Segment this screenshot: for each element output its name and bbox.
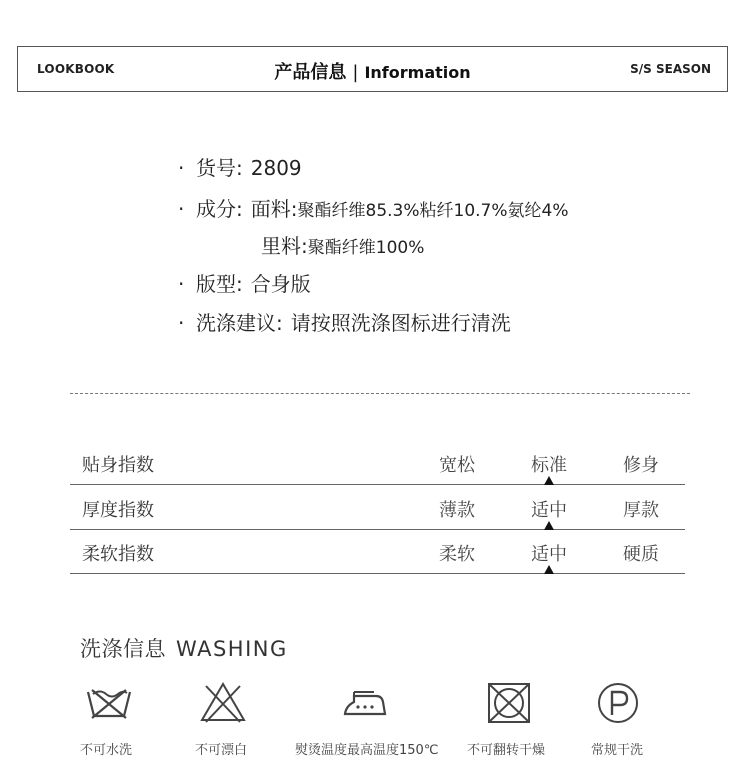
index-row-fit bbox=[70, 440, 685, 485]
wash-label-no-water: 不可水洗 bbox=[80, 743, 133, 758]
dashed-divider bbox=[70, 393, 690, 394]
wash-value: 请按照洗涤图标进行清洗 bbox=[290, 311, 511, 335]
spec-lining bbox=[261, 230, 424, 259]
index-option: 柔软 bbox=[439, 544, 475, 565]
index-option: 适中 bbox=[531, 500, 567, 521]
bullet: · bbox=[178, 272, 185, 296]
index-option: 适中 bbox=[531, 544, 567, 565]
bullet: · bbox=[178, 311, 185, 335]
item-no-label: 货号: bbox=[196, 156, 243, 180]
spec-fit bbox=[178, 268, 311, 297]
dry-clean-p-icon bbox=[593, 680, 643, 726]
lining-label: 里料: bbox=[261, 234, 308, 258]
index-label: 柔软指数 bbox=[82, 544, 154, 565]
bullet: · bbox=[178, 156, 185, 180]
wash-label-no-tumble: 不可翻转干燥 bbox=[467, 743, 546, 758]
header-season: S/S SEASON bbox=[630, 62, 711, 76]
selected-marker-triangle-icon bbox=[544, 476, 554, 485]
washing-title-en: WASHING bbox=[176, 637, 288, 661]
washing-title bbox=[80, 633, 288, 663]
spec-composition bbox=[178, 193, 568, 222]
index-option: 修身 bbox=[623, 455, 659, 476]
wash-label-iron: 熨烫温度最高温度150℃ bbox=[295, 743, 439, 758]
header-lookbook: LOOKBOOK bbox=[37, 62, 115, 76]
no-bleach-icon bbox=[198, 680, 248, 726]
fabric-value: 聚酯纤维85.3%粘纤10.7%氨纶4% bbox=[297, 201, 569, 221]
spec-item-number bbox=[178, 152, 302, 181]
selected-marker-triangle-icon bbox=[544, 565, 554, 574]
index-label: 贴身指数 bbox=[82, 455, 154, 476]
index-row-thickness bbox=[70, 485, 685, 530]
fabric-label: 面料: bbox=[250, 197, 298, 221]
item-no-value: 2809 bbox=[250, 156, 302, 180]
no-water-wash-icon bbox=[84, 680, 134, 726]
wash-label-dry-clean: 常规干洗 bbox=[591, 743, 644, 758]
header-title-en: Information bbox=[364, 63, 471, 82]
index-row-softness bbox=[70, 529, 685, 574]
spec-wash-advice bbox=[178, 307, 511, 336]
index-option: 硬质 bbox=[623, 544, 659, 565]
lining-value: 聚酯纤维100% bbox=[307, 238, 425, 258]
composition-label: 成分: bbox=[196, 197, 243, 221]
header-bar bbox=[17, 46, 728, 92]
fit-label: 版型: bbox=[196, 272, 243, 296]
index-option: 薄款 bbox=[439, 500, 475, 521]
index-option: 标准 bbox=[531, 455, 567, 476]
washing-title-cn: 洗涤信息 bbox=[80, 637, 166, 661]
index-option: 宽松 bbox=[439, 455, 475, 476]
iron-icon bbox=[340, 680, 390, 726]
wash-label: 洗涤建议: bbox=[196, 311, 283, 335]
wash-label-no-bleach: 不可漂白 bbox=[195, 743, 248, 758]
index-option: 厚款 bbox=[623, 500, 659, 521]
header-title bbox=[18, 58, 727, 84]
bullet: · bbox=[178, 197, 185, 221]
fit-value: 合身版 bbox=[250, 272, 311, 296]
index-label: 厚度指数 bbox=[82, 500, 154, 521]
header-title-cn: 产品信息 bbox=[274, 62, 347, 83]
no-tumble-dry-icon bbox=[484, 680, 534, 726]
header-separator: | bbox=[352, 62, 359, 83]
